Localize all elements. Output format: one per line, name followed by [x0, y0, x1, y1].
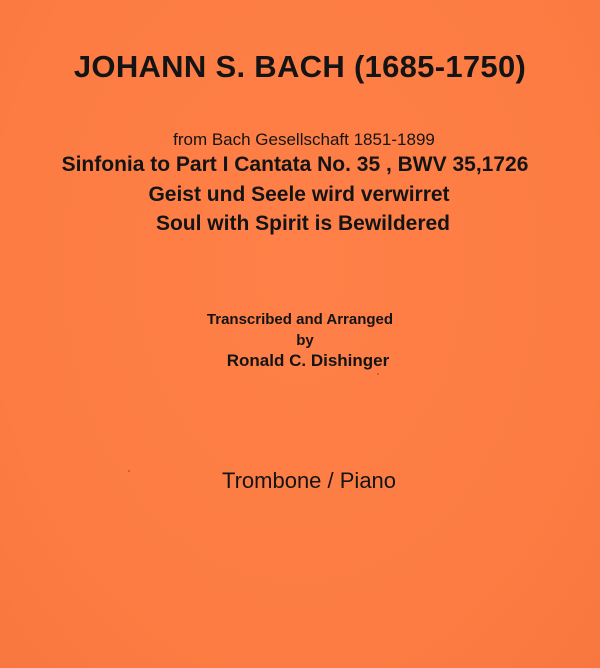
composer-heading: JOHANN S. BACH (1685-1750) [73, 49, 527, 84]
work-title: Sinfonia to Part I Cantata No. 35 , BWV 35,1726 [61, 153, 529, 176]
paper-speck [377, 373, 379, 375]
arranger-name: Ronald C. Dishinger [226, 351, 390, 370]
instrumentation: Trombone / Piano [221, 468, 397, 493]
source-line: from Bach Gesellschaft 1851-1899 [173, 130, 435, 149]
german-title: Geist und Seele wird verwirret [148, 183, 450, 206]
english-title: Soul with Spirit is Bewildered [155, 212, 451, 235]
arranged-label: Transcribed and Arranged [206, 311, 394, 328]
by-label: by [296, 332, 314, 349]
paper-speck [128, 470, 130, 472]
